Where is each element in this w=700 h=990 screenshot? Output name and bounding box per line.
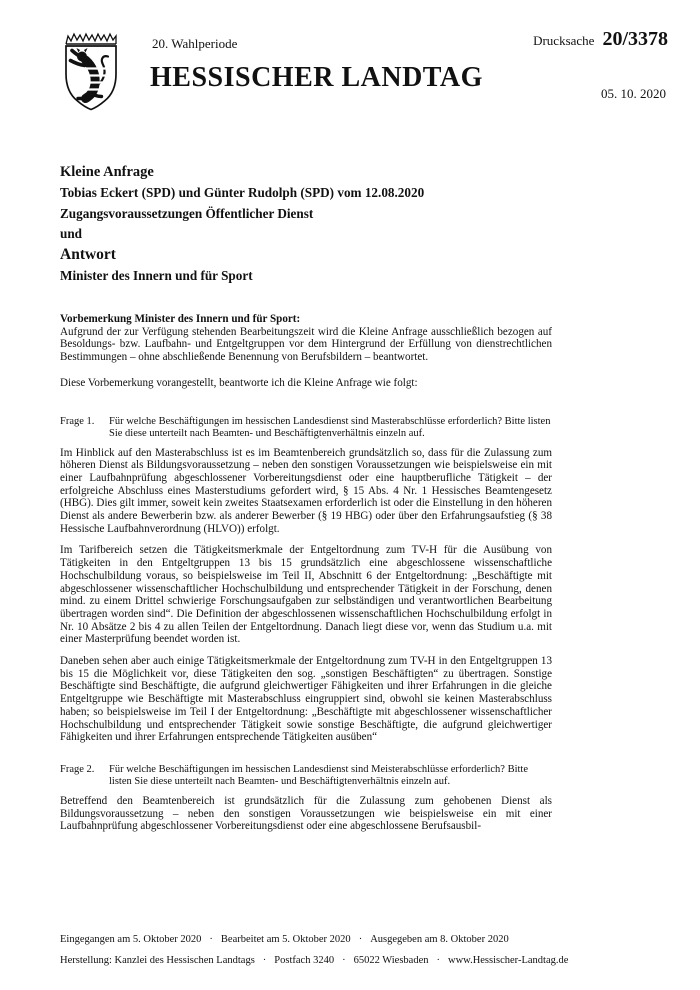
- question-1-label: Frage 1.: [60, 415, 95, 427]
- question-block-1: [60, 416, 552, 440]
- footer-processed: Bearbeitet am 5. Oktober 2020: [220, 934, 351, 945]
- drucksache-number: 20/3378: [602, 28, 668, 50]
- authors-line: Tobias Eckert (SPD) und Günter Rudolph (SPD) vom 12.08.2020: [60, 184, 425, 200]
- legislative-period: 20. Wahlperiode: [152, 36, 238, 51]
- title-block: [60, 162, 424, 287]
- question-block-2: [60, 764, 552, 788]
- answer-1-paragraph-1: Im Hinblick auf den Masterabschluss ist es im Beamtenbereich grundsätzlich so, dass für die Zulassung zum höheren Dienst als Bildungsvoraussetzung – neben den sonstigen Voraussetzungen wie beispielsweise ein mit einer Laufbahnprüfung abgeschlossener Vorbereitungsdienst oder eine hauptberufliche Tätigkeit – der erfolgreiche Abschluss eines Masterstudiums gefordert wird, § 15 Abs. 4 Nr. 1 Hessisches Beamtengesetz (HBG). Dies gilt immer, soweit kein zweites Staatsexamen erforderlich ist oder die Einstellung in den höheren Dienst als andere Bewerberin bzw. als anderer Bewerber (§ 19 HBG) oder über den Erfahrungsaufstieg (§ 38 Hessische Laufbahnverordnung (HLVO)) erfolgt.: [60, 446, 552, 535]
- answer-1-paragraph-3: Daneben sehen aber auch einige Tätigkeitsmerkmale der Entgeltordnung zum TV-H in den Entgeltgruppen 13 bis 15 die Möglichkeit vor, diese Tätigkeiten den sog. „sonstigen Beschäftigten“ zu übertragen. Sonstige Beschäftigte sind Beschäftigte, die aufgrund gleichwertiger Fähigkeiten und ihrer Erfahrungen in die gleiche Entgeltgruppe wie Beschäftigte mit Masterabschluss eingruppiert sind, obwohl sie keinen Masterabschluss haben; so beispielsweise im Teil I der Entgeltordnung: „Beschäftigte mit abgeschlossener wissenschaftlicher Hochschulbildung und entsprechender Tätigkeit sowie sonstige Beschäftigte, die aufgrund gleichwertiger Fähigkeiten und ihrer Erfahrungen entsprechende Tätigkeiten ausüben“: [60, 655, 552, 744]
- vorbemerkung-text: Aufgrund der zur Verfügung stehenden Bearbeitungszeit wird die Kleine Anfrage ausschließlich bezogen auf Besoldungs- bzw. Laufbahn- und Entgeltgruppen vor dem Hintergrund der Erfüllung von dienstrechtlichen Bestimmungen – ohne abschließende Benennung von Berufsbildern – beantwortet.: [60, 325, 552, 364]
- footer-dates-line: [60, 930, 568, 951]
- answer-2-paragraph-1: Betreffend den Beamtenbereich ist grundsätzlich für die Zulassung zum gehobenen Dienst als Bildungsvoraussetzung – neben den sonstigen Voraussetzungen wie beispielsweise ein mit einer Laufbahnprüfung abgeschlossener Vorbereitungsdienst oder eine abgeschlossene Berufsausbil-: [60, 794, 552, 833]
- footer-separator: ·: [209, 934, 213, 945]
- footer-issued: Ausgegeben am 8. Oktober 2020: [370, 934, 509, 945]
- footer-separator: ·: [262, 954, 267, 966]
- hessen-coat-of-arms-icon: [55, 32, 127, 114]
- answer-1-paragraph-2: Im Tarifbereich setzen die Tätigkeitsmerkmale der Entgeltordnung zum TV-H für die Ausübung von Tätigkeiten in den Entgeltgruppen 13 bis 15 grundsätzlich eine abgeschlossene wissenschaftliche Hochschulbildung voraus, so beispielsweise im Teil II, Abschnitt 6 der Entgeltordnung: „Beschäftigte mit abgeschlossener wissenschaftlicher Hochschulbildung und entsprechender Tätigkeit in der Forschung, denen mind. zu einem Drittel schwierige Forschungsaufgaben zur selbständigen und verantwortlichen Bearbeitung übertragen worden sind“. Die Definition der abgeschlossenen wissenschaftlichen Hochschulbildung erfolgt in Nr. 10 Absätze 2 bis 4 zu allen Teilen der Entgeltordnung. Danach liegt diese vor, wenn das Studium u.a. mit einer Masterprüfung beendet worden ist.: [60, 544, 552, 646]
- document-body: [60, 313, 552, 833]
- doc-type-kleine-anfrage: Kleine Anfrage: [60, 164, 154, 180]
- footer-separator: ·: [436, 954, 440, 966]
- footer-website: www.Hessischer-Landtag.de: [448, 954, 569, 966]
- document-date: 05. 10. 2020: [601, 86, 666, 101]
- drucksache-label: Drucksache: [533, 33, 595, 48]
- drucksache-reference: [533, 28, 668, 51]
- masthead-title: HESSISCHER LANDTAG: [150, 62, 483, 93]
- und-line: und: [60, 226, 83, 242]
- vorbemerkung-heading: Vorbemerkung Minister des Innern und für Sport:: [60, 313, 301, 325]
- footer-separator: ·: [342, 954, 346, 966]
- subject-line: Zugangsvoraussetzungen Öffentlicher Dienst: [60, 205, 314, 221]
- footer: [60, 930, 568, 971]
- footer-pobox: Postfach 3240: [274, 954, 335, 966]
- question-2-text: Für welche Beschäftigungen im hessischen Landesdienst sind Meisterabschlüsse erforderlich? Bitte listen Sie diese unterteilt nach Beamten- und Beschäftigtenverhältnis einzeln auf.: [109, 763, 529, 787]
- question-1-text: Für welche Beschäftigungen im hessischen Landesdienst sind Masterabschlüsse erforderlich? Bitte listen Sie diese unterteilt nach Beamten- und Beschäftigtenverhältnis einzeln auf.: [109, 415, 551, 439]
- minister-line: Minister des Innern und für Sport: [60, 267, 253, 283]
- footer-producer: Herstellung: Kanzlei des Hessischen Landtags: [60, 954, 255, 966]
- footer-publisher-line: [60, 951, 568, 972]
- footer-received: Eingegangen am 5. Oktober 2020: [60, 934, 202, 945]
- question-2-label: Frage 2.: [60, 763, 95, 775]
- intro-sentence: Diese Vorbemerkung vorangestellt, beantworte ich die Kleine Anfrage wie folgt:: [60, 376, 418, 389]
- doc-type-antwort: Antwort: [60, 246, 116, 264]
- footer-city: 65022 Wiesbaden: [353, 954, 429, 966]
- footer-separator: ·: [358, 934, 363, 945]
